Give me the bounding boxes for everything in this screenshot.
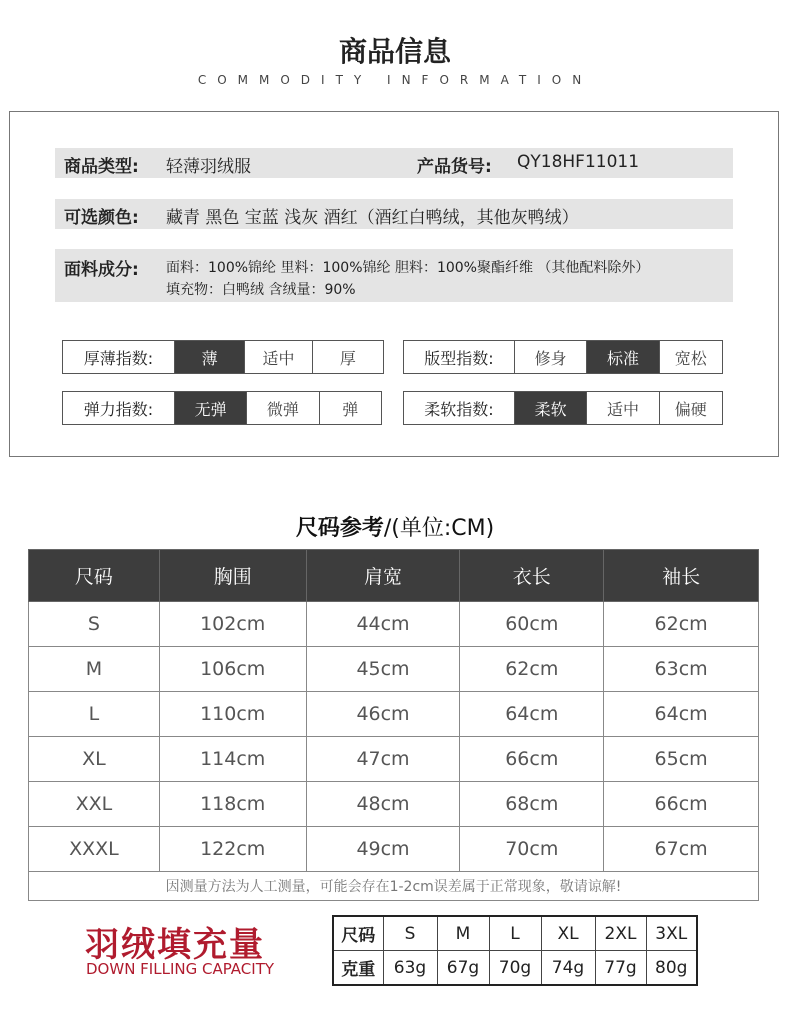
- cell-size: M: [29, 647, 160, 692]
- cell-size: XL: [29, 737, 160, 782]
- header-length: 衣长: [460, 550, 604, 602]
- type-label: 商品类型:: [64, 157, 139, 177]
- cell-shoulder: 48cm: [306, 782, 460, 827]
- cell-length: 70cm: [460, 827, 604, 872]
- type-value: 轻薄羽绒服: [166, 157, 251, 177]
- elastic-option-stretch: 弹: [319, 392, 381, 424]
- sku-label: 产品货号:: [417, 157, 492, 177]
- fabric-label: 面料成分:: [64, 260, 139, 280]
- size-chart-header-row: [29, 550, 759, 602]
- cell-sleeve: 62cm: [604, 602, 759, 647]
- elastic-option-slight: 微弹: [246, 392, 318, 424]
- thickness-option-thick: 厚: [312, 341, 383, 373]
- softness-option-hard: 偏硬: [659, 392, 722, 424]
- cell-chest: 110cm: [159, 692, 306, 737]
- filling-table: [332, 915, 698, 986]
- fit-index-label: 版型指数:: [424, 348, 494, 368]
- cell-length: 60cm: [460, 602, 604, 647]
- filling-weight: 67g: [437, 951, 489, 986]
- softness-option-medium: 适中: [586, 392, 658, 424]
- header-sleeve: 袖长: [604, 550, 759, 602]
- header-chest: 胸围: [159, 550, 306, 602]
- color-value: 藏青 黑色 宝蓝 浅灰 酒红（酒红白鸭绒，其他灰鸭绒）: [166, 208, 579, 228]
- fabric-line-1: 面料：100%锦纶 里料：100%锦纶 胆料：100%聚酯纤维 （其他配料除外）: [166, 260, 650, 276]
- filling-weight-label: 克重: [333, 951, 383, 986]
- cell-chest: 106cm: [159, 647, 306, 692]
- filling-size: S: [383, 916, 437, 951]
- thickness-index-label: 厚薄指数:: [83, 348, 154, 368]
- header-shoulder: 肩宽: [306, 550, 460, 602]
- table-row: [29, 827, 759, 872]
- size-chart-title-main: 尺码参考: [295, 516, 384, 541]
- cell-shoulder: 44cm: [306, 602, 460, 647]
- filling-subtitle: DOWN FILLING CAPACITY: [86, 960, 275, 978]
- size-chart-title: [0, 511, 790, 542]
- thickness-option-medium: 适中: [244, 341, 311, 373]
- info-row-color: [55, 199, 733, 229]
- elastic-index: [62, 391, 382, 425]
- filling-weight: 80g: [646, 951, 697, 986]
- cell-size: XXXL: [29, 827, 160, 872]
- fit-option-standard: 标准: [586, 341, 658, 373]
- filling-title: 羽绒填充量: [85, 925, 265, 965]
- cell-length: 66cm: [460, 737, 604, 782]
- cell-length: 64cm: [460, 692, 604, 737]
- cell-shoulder: 45cm: [306, 647, 460, 692]
- filling-weight-row: [333, 951, 697, 986]
- cell-chest: 102cm: [159, 602, 306, 647]
- softness-index-label: 柔软指数:: [424, 399, 494, 419]
- page-title: 商品信息: [338, 35, 451, 68]
- elastic-option-none: 无弹: [174, 392, 246, 424]
- table-row: [29, 647, 759, 692]
- measurement-note: 因测量方法为人工测量，可能会存在1-2cm误差属于正常现象，敬请谅解!: [29, 872, 759, 901]
- table-row: [29, 782, 759, 827]
- filling-size: 3XL: [646, 916, 697, 951]
- cell-chest: 122cm: [159, 827, 306, 872]
- cell-shoulder: 47cm: [306, 737, 460, 782]
- filling-size: 2XL: [595, 916, 646, 951]
- table-row: [29, 737, 759, 782]
- cell-size: L: [29, 692, 160, 737]
- filling-size-label: 尺码: [333, 916, 383, 951]
- table-row: [29, 602, 759, 647]
- header-size: 尺码: [29, 550, 160, 602]
- page-subtitle: COMMODITY INFORMATION: [197, 73, 593, 87]
- filling-weight: 74g: [541, 951, 595, 986]
- cell-shoulder: 46cm: [306, 692, 460, 737]
- filling-weight: 63g: [383, 951, 437, 986]
- cell-length: 62cm: [460, 647, 604, 692]
- thickness-option-thin: 薄: [174, 341, 244, 373]
- size-chart-title-unit: /(单位:CM): [383, 516, 495, 541]
- fit-option-loose: 宽松: [659, 341, 722, 373]
- filling-size: L: [489, 916, 541, 951]
- cell-chest: 118cm: [159, 782, 306, 827]
- filling-weight: 70g: [489, 951, 541, 986]
- info-row-type: [55, 148, 733, 178]
- cell-chest: 114cm: [159, 737, 306, 782]
- filling-size: XL: [541, 916, 595, 951]
- cell-sleeve: 66cm: [604, 782, 759, 827]
- fit-option-slim: 修身: [514, 341, 586, 373]
- cell-length: 68cm: [460, 782, 604, 827]
- note-row: [29, 872, 759, 901]
- fit-index: [403, 340, 723, 374]
- cell-sleeve: 65cm: [604, 737, 759, 782]
- cell-size: XXL: [29, 782, 160, 827]
- cell-size: S: [29, 602, 160, 647]
- table-row: [29, 692, 759, 737]
- softness-option-soft: 柔软: [514, 392, 586, 424]
- filling-weight: 77g: [595, 951, 646, 986]
- size-chart-table: [28, 549, 759, 901]
- elastic-index-label: 弹力指数:: [83, 399, 154, 419]
- fabric-line-2: 填充物：白鸭绒 含绒量：90%: [166, 282, 356, 298]
- cell-sleeve: 63cm: [604, 647, 759, 692]
- softness-index: [403, 391, 723, 425]
- cell-sleeve: 64cm: [604, 692, 759, 737]
- cell-sleeve: 67cm: [604, 827, 759, 872]
- filling-size-row: [333, 916, 697, 951]
- info-row-fabric: [55, 249, 733, 302]
- sku-value: QY18HF11011: [517, 152, 640, 172]
- thickness-index: [62, 340, 384, 374]
- filling-size: M: [437, 916, 489, 951]
- cell-shoulder: 49cm: [306, 827, 460, 872]
- color-label: 可选颜色:: [64, 208, 139, 228]
